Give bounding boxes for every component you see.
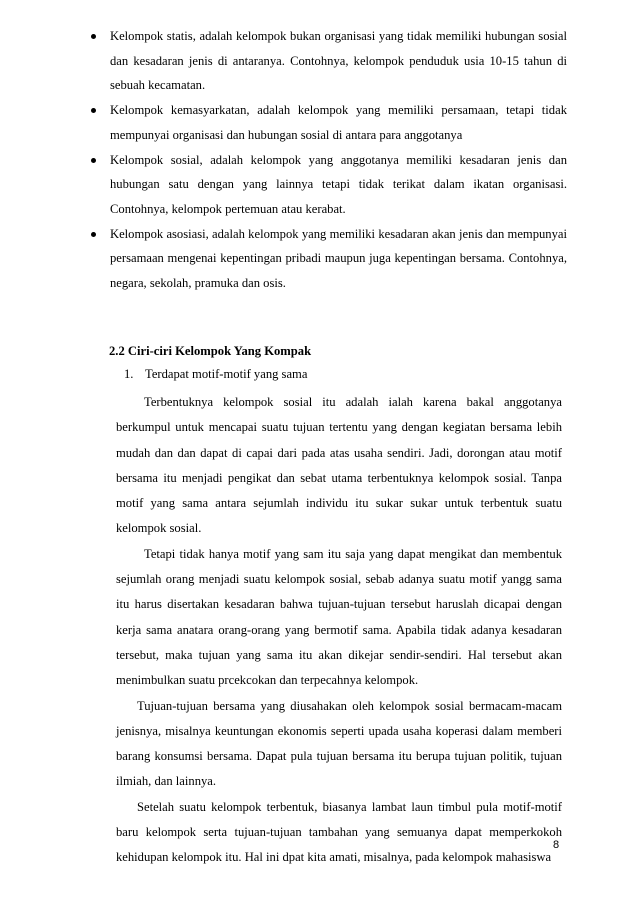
section-heading: 2.2 Ciri-ciri Kelompok Yang Kompak <box>109 344 312 358</box>
bullet-text: Kelompok statis, adalah kelompok bukan organisasi yang tidak memiliki hubungan sosial dan kesadaran jenis di antaranya. Contohnya, kelompok penduduk usia 10-15 tahun di sebuah kecamatan. <box>110 29 567 93</box>
bullet-item-statis <box>89 24 567 98</box>
paragraph: Tetapi tidak hanya motif yang sam itu saja yang dapat mengikat dan membentuk sejumlah orang menjadi suatu kelompok sosial, sebab adanya suatu motif yangg sama itu harus disertakan kesadaran bahwa tujuan-tujuan tersebut haruslah dicapai dengan kerja sama anatara orang-orang yang bermotif sama. Apabila tidak adanya kesadaran tersebut, maka tujuan yang sama itu akan dikejar sendir-sendiri. Hal tersebut akan menimbulkan suatu prcekcokan dan terpecahnya kelompok. <box>116 546 562 688</box>
page-number: 8 <box>553 839 560 851</box>
bullet-dot-icon <box>91 34 96 39</box>
bullet-list <box>89 24 567 296</box>
paragraph: Tujuan-tujuan bersama yang diusahakan oleh kelompok sosial bermacam-macam jenisnya, misalnya keuntungan ekonomis seperti upada usaha koperasi dalam memberi barang konsumsi bersama. Dapat pula tujuan bersama itu berupa tujuan politik, tujuan ilmiah, dan lainnya. <box>116 698 562 789</box>
bullet-item-kemasyarakatan <box>89 98 567 147</box>
bullet-text: Kelompok sosial, adalah kelompok yang anggotanya memiliki kesadaran jenis dan hubungan satu dengan yang lainnya tetapi tidak terikat dalam ikatan organisasi. Contohnya, kelompok pertemuan atau kerabat. <box>110 152 567 216</box>
item-number: 1. <box>124 367 134 381</box>
bullet-text: Kelompok kemasyarkatan, adalah kelompok yang memiliki persamaan, tetapi tidak mempunyai organisasi dan hubungan sosial di antara para anggotanya <box>110 103 567 142</box>
paragraph: Setelah suatu kelompok terbentuk, biasanya lambat laun timbul pula motif-motif baru kelompok serta tujuan-tujuan tambahan yang semuanya dapat memperkokoh kehidupan kelompok itu. Hal ini dpat kita amati, misalnya, pada kelompok mahasiswa <box>116 799 562 865</box>
paragraph: Terbentuknya kelompok sosial itu adalah ialah karena bakal anggotanya berkumpul untuk mencapai suatu tujuan tertentu yang dengan kegiatan bersama lebih mudah dan dan dapat di capai dari pada atas usaha sendiri. Jadi, dorongan atau motif bersama itu menjadi pengikat dan sebat utama terbentuknya kelompok sosial. Tanpa motif yang sama antara sejumlah individu itu sukar sukar untuk terbentuk suatu kelompok sosial. <box>116 395 562 536</box>
numbered-item <box>124 367 307 382</box>
item-text: Terdapat motif-motif yang sama <box>145 367 308 381</box>
bullet-item-asosiasi <box>89 222 567 296</box>
body-text <box>116 390 562 871</box>
bullet-text: Kelompok asosiasi, adalah kelompok yang memiliki kesadaran akan jenis dan mempunyai persamaan mengenai kepentingan pribadi maupun juga kepentingan bersama. Contohnya, negara, sekolah, pramuka dan osis. <box>110 226 567 291</box>
bullet-dot-icon <box>91 108 96 113</box>
bullet-dot-icon <box>91 158 96 163</box>
bullet-dot-icon <box>91 232 96 237</box>
bullet-item-sosial <box>89 148 567 222</box>
